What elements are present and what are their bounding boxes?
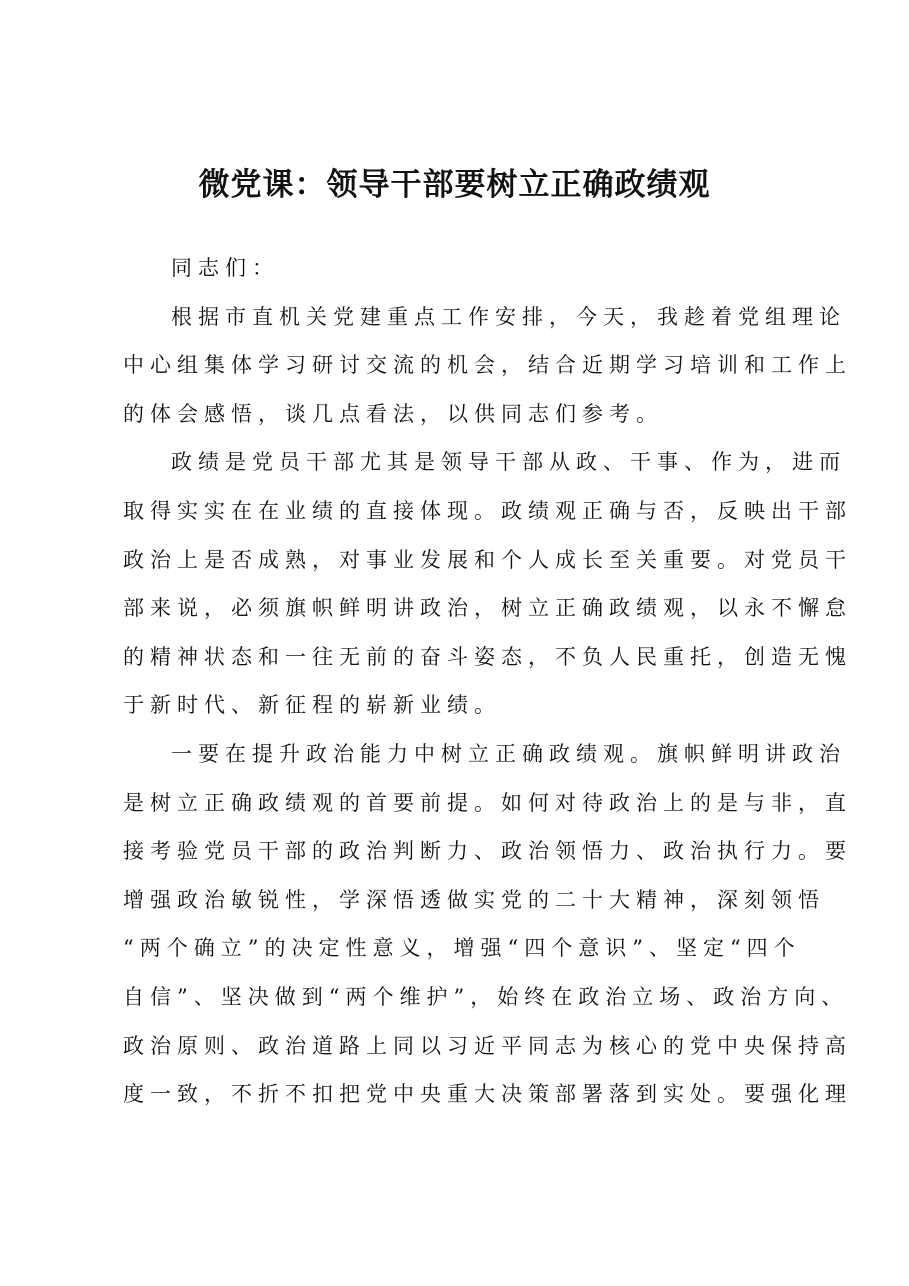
- body-line: 政治原则、政治道路上同以习近平同志为核心的党中央保持高: [123, 1033, 852, 1058]
- body-line: 政绩是党员干部尤其是领导干部从政、干事、作为，进而: [171, 450, 846, 475]
- body-line: 取得实实在在业绩的直接体现。政绩观正确与否，反映出干部: [123, 498, 852, 523]
- body-line: 的精神状态和一往无前的奋斗姿态，不负人民重托，创造无愧: [123, 644, 852, 669]
- body-line: 政治上是否成熟，对事业发展和个人成长至关重要。对党员干: [123, 547, 852, 572]
- document-title: 微党课：领导干部要树立正确政绩观: [198, 167, 711, 203]
- document-body: [123, 244, 852, 1119]
- body-line: 一要在提升政治能力中树立正确政绩观。旗帜鲜明讲政治: [171, 741, 846, 766]
- body-line: 于新时代、新征程的崭新业绩。: [123, 693, 501, 718]
- body-line: 接考验党员干部的政治判断力、政治领悟力、政治执行力。要: [123, 839, 852, 864]
- body-line: 增强政治敏锐性，学深悟透做实党的二十大精神，深刻领悟: [123, 887, 825, 912]
- body-line: 是树立正确政绩观的首要前提。如何对待政治上的是与非，直: [123, 790, 852, 815]
- body-line: 中心组集体学习研讨交流的机会，结合近期学习培训和工作上: [123, 353, 852, 378]
- body-line: 度一致，不折不扣把党中央重大决策部署落到实处。要强化理: [123, 1082, 852, 1107]
- body-line: 根据市直机关党建重点工作安排，今天，我趁着党组理论: [171, 304, 846, 329]
- salutation-line: 同志们：: [171, 256, 279, 280]
- body-line: 的体会感悟，谈几点看法，以供同志们参考。: [123, 401, 663, 426]
- body-line: “两个确立”的决定性意义，增强“四个意识”、坚定“四个: [123, 936, 801, 961]
- body-line: 自信”、坚决做到“两个维护”，始终在政治立场、政治方向、: [123, 984, 849, 1009]
- body-line: 部来说，必须旗帜鲜明讲政治，树立正确政绩观，以永不懈怠: [123, 596, 852, 621]
